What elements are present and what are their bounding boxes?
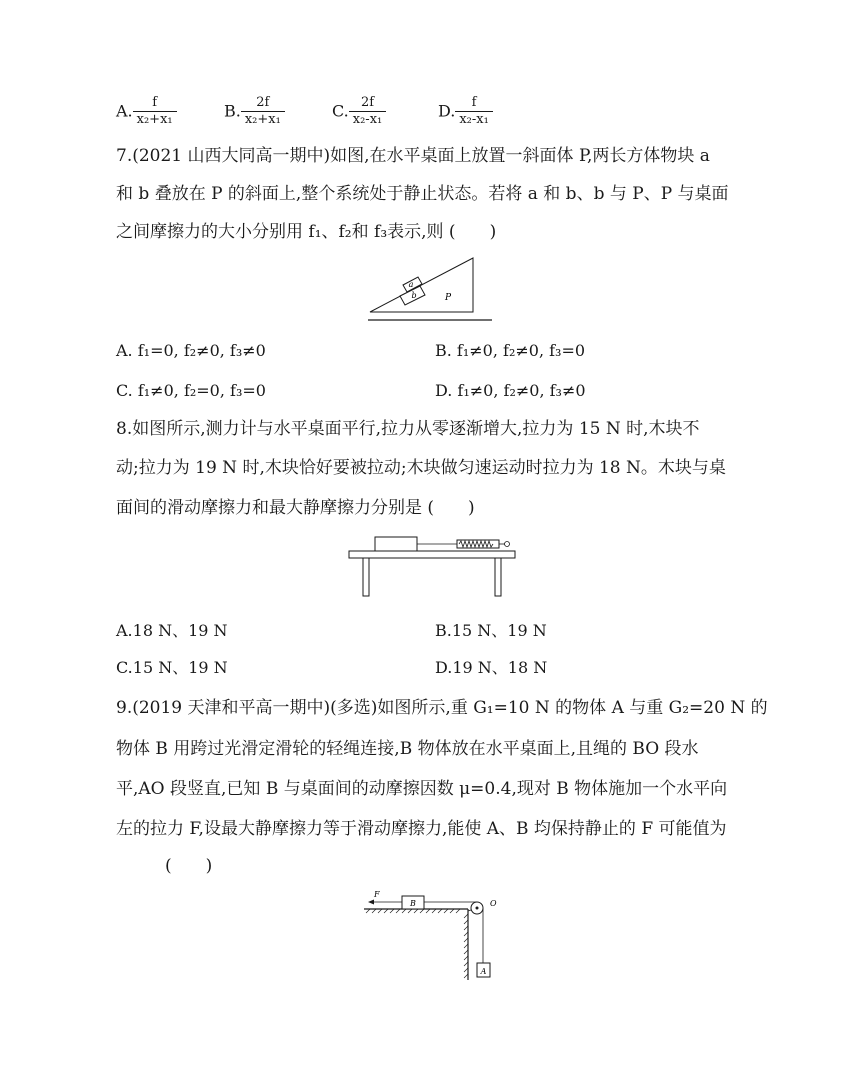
label-a: a (408, 280, 414, 289)
q8-option-b: B.15 N、19 N (435, 621, 547, 640)
spring-scale (457, 540, 510, 548)
q9-line-4: 左的拉力 F,设最大静摩擦力等于滑动摩擦力,能使 A、B 均保持静止的 F 可能值为 (116, 819, 727, 839)
label-f: F (374, 890, 380, 899)
q7-line-2: 和 b 叠放在 P 的斜面上,整个系统处于静止状态。若将 a 和 b、b 与 P、P 与桌面 (116, 184, 729, 204)
q9-line-1: 9.(2019 天津和平高一期中)(多选)如图所示,重 G₁=10 N 的物体 A 与重 G₂=20 N 的 (116, 698, 768, 718)
q7-option-a: A. f₁=0, f₂≠0, f₃≠0 (116, 341, 266, 360)
label-p: P (444, 293, 452, 303)
table-top (349, 551, 515, 558)
incline-p-shape (370, 258, 473, 312)
table-leg-left (363, 558, 369, 596)
q9-line-5: ( ) (165, 856, 213, 876)
label-o: O (490, 899, 497, 908)
table-leg-right (495, 558, 501, 596)
q8-spring-scale-figure (345, 533, 520, 598)
q7-incline-figure (360, 250, 500, 325)
q9-pulley-figure (360, 880, 520, 985)
label-a: A (480, 967, 487, 976)
label-b: B (410, 899, 416, 908)
wooden-block (375, 537, 417, 551)
q8-option-a: A.18 N、19 N (116, 621, 228, 640)
q6-option-b: B. $\frac{2f}{\text{x₂+x₁}}$ (224, 96, 285, 127)
q6-option-d: D. $\frac{f}{\text{x₂-x₁}}$ (438, 96, 493, 127)
q6-option-c: C. $\frac{2f}{\text{x₂-x₁}}$ (332, 96, 386, 127)
q8-line-1: 8.如图所示,测力计与水平桌面平行,拉力从零逐渐增大,拉力为 15 N 时,木块不 (116, 419, 700, 439)
q6-option-a-fraction: $\frac{f}{\text{x₂+x₁}}$ (133, 96, 177, 127)
q6-option-a: A. $\frac{f}{\text{x₂+x₁}}$ (116, 96, 177, 127)
q7-line-1: 7.(2021 山西大同高一期中)如图,在水平桌面上放置一斜面体 P,两长方体物块 a (116, 146, 710, 166)
q8-option-d: D.19 N、18 N (435, 658, 548, 677)
q8-option-c: C.15 N、19 N (116, 658, 228, 677)
q8-line-3: 面间的滑动摩擦力和最大静摩擦力分别是 ( ) (116, 498, 475, 518)
q7-line-3: 之间摩擦力的大小分别用 f₁、f₂和 f₃表示,则 ( ) (116, 222, 497, 242)
force-arrow-icon (368, 900, 374, 905)
q9-line-2: 物体 B 用跨过光滑定滑轮的轻绳连接,B 物体放在水平桌面上,且绳的 BO 段水 (116, 739, 699, 759)
q6-option-b-fraction: $\frac{2f}{\text{x₂+x₁}}$ (241, 96, 285, 127)
q7-option-c: C. f₁≠0, f₂=0, f₃=0 (116, 381, 266, 400)
q6-option-c-fraction: $\frac{2f}{\text{x₂-x₁}}$ (349, 96, 386, 127)
q8-line-2: 动;拉力为 19 N 时,木块恰好要被拉动;木块做匀速运动时拉力为 18 N。木块与桌 (116, 458, 726, 478)
q6-option-d-fraction: $\frac{f}{\text{x₂-x₁}}$ (455, 96, 492, 127)
q7-option-d: D. f₁≠0, f₂≠0, f₃≠0 (435, 381, 586, 400)
q7-option-b: B. f₁≠0, f₂≠0, f₃=0 (435, 341, 586, 360)
q9-line-3: 平,AO 段竖直,已知 B 与桌面间的动摩擦因数 μ=0.4,现对 B 物体施加一个水平向 (116, 779, 728, 799)
label-b: b (411, 291, 417, 300)
